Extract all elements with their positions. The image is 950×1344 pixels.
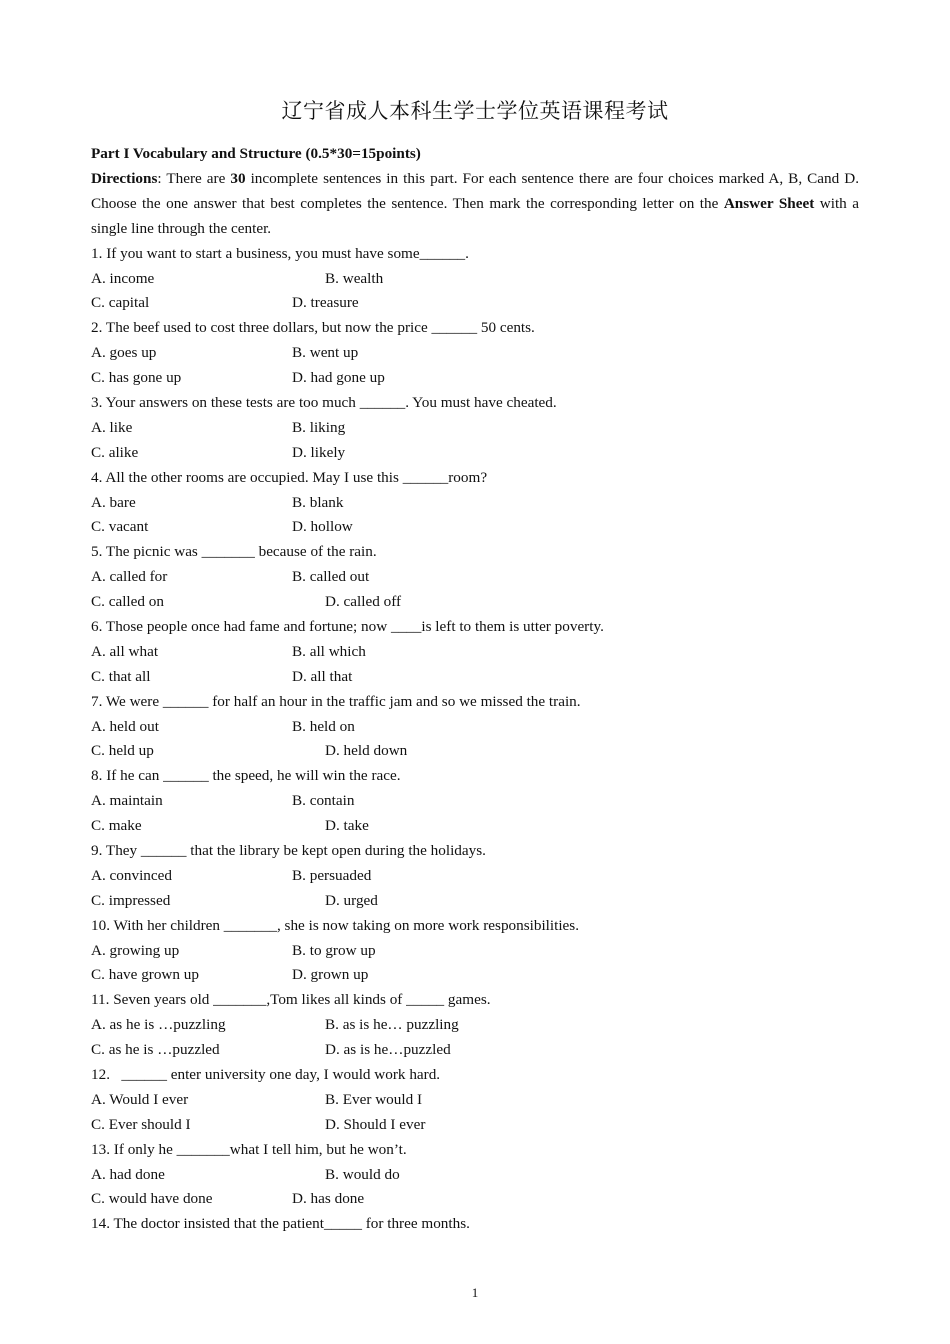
option-d: D. grown up [292,966,369,984]
question-stem: 2. The beef used to cost three dollars, but now the price ______ 50 cents. [91,319,535,337]
option-d: D. hollow [292,518,353,536]
options-row [91,416,859,441]
options-row [91,291,859,316]
question-stem: 12. ______ enter university one day, I would work hard. [91,1066,441,1083]
option-d: D. had gone up [292,369,385,387]
options-row [91,1187,859,1212]
option-c: C. Ever should I [91,1115,191,1133]
option-c: C. alike [91,443,139,461]
options-row [91,267,859,292]
option-a: A. maintain [91,792,163,810]
options-row [91,565,859,590]
question-stem: 5. The picnic was _______ because of the rain. [91,543,377,561]
option-d: D. has done [292,1190,365,1208]
option-b: B. wealth [325,269,384,287]
options-row [91,789,859,814]
directions-label: Directions [91,169,158,187]
question-stem: 4. All the other rooms are occupied. May I use this ______room? [91,468,488,486]
option-c: C. that all [91,667,151,685]
option-a: A. all what [91,642,159,660]
option-a: A. like [91,418,133,436]
option-b: B. liking [292,418,346,436]
options-row [91,366,859,391]
option-d: D. as is he…puzzled [325,1041,451,1059]
options-row [91,739,859,764]
option-c: C. held up [91,742,154,760]
option-d: D. held down [325,742,408,760]
options-row [91,665,859,690]
options-row [91,1163,859,1188]
option-a: A. growing up [91,941,180,959]
option-d: D. Should I ever [325,1115,426,1133]
options-row [91,715,859,740]
question-stem: 1. If you want to start a business, you must have some______. [91,244,469,262]
options-row [91,640,859,665]
option-d: D. all that [292,667,353,685]
question-stem: 9. They ______ that the library be kept open during the holidays. [91,841,486,859]
directions-paragraph [91,167,859,242]
question-stem: 8. If he can ______ the speed, he will win the race. [91,767,401,785]
option-b: B. as is he… puzzling [325,1016,459,1034]
directions-text-2: incomplete sentences in this part. For each sentence there are four choices marked A, B, Cand D. Choose the one answer that best completes the sentence. Then mark the corresponding letter on the [91,169,859,212]
option-c: C. would have done [91,1190,213,1208]
option-b: B. Ever would I [325,1090,423,1108]
option-b: B. all which [292,642,366,660]
option-b: B. contain [292,792,355,810]
option-c: C. called on [91,593,164,611]
option-a: A. Would I ever [91,1090,189,1108]
options-row [91,939,859,964]
option-b: B. to grow up [292,941,376,959]
option-a: A. as he is …puzzling [91,1016,226,1034]
option-a: A. called for [91,568,168,586]
option-a: A. goes up [91,344,157,362]
option-d: D. treasure [292,294,359,312]
question-stem: 13. If only he _______what I tell him, but he won’t. [91,1140,407,1158]
page-title: 辽宁省成人本科生学士学位英语课程考试 [281,99,669,123]
options-row [91,590,859,615]
document-body [91,142,859,1237]
option-c: C. as he is …puzzled [91,1041,220,1059]
options-row [91,1088,859,1113]
question-stem: 7. We were ______ for half an hour in the traffic jam and so we missed the train. [91,692,581,710]
option-b: B. held on [292,717,355,735]
options-row [91,1113,859,1138]
option-c: C. vacant [91,518,149,536]
options-row [91,441,859,466]
options-row [91,864,859,889]
option-a: A. bare [91,493,136,511]
page-number: 1 [471,1285,479,1300]
option-c: C. make [91,817,142,835]
option-b: B. went up [292,344,359,362]
option-d: D. called off [325,593,402,611]
option-c: C. capital [91,294,150,312]
option-a: A. had done [91,1165,165,1183]
option-a: A. income [91,269,155,287]
question-stem: 10. With her children _______, she is now taking on more work responsibilities. [91,916,579,934]
option-c: C. impressed [91,891,171,909]
option-a: A. held out [91,717,159,735]
options-row [91,515,859,540]
options-row [91,341,859,366]
options-row [91,1013,859,1038]
option-a: A. convinced [91,866,172,884]
question-stem: 14. The doctor insisted that the patient_____ for three months. [91,1215,470,1233]
option-b: B. would do [325,1165,400,1183]
directions-text-1: : There are [157,169,231,187]
option-b: B. blank [292,493,344,511]
question-stem: 6. Those people once had fame and fortune; now ____is left to them is utter poverty. [91,617,604,635]
option-d: D. urged [325,891,378,909]
option-c: C. have grown up [91,966,199,984]
options-row [91,814,859,839]
question-stem: 11. Seven years old _______,Tom likes all kinds of _____ games. [91,991,491,1009]
options-row [91,491,859,516]
option-b: B. called out [292,568,370,586]
options-row [91,1038,859,1063]
answer-sheet-label: Answer Sheet [723,194,815,212]
option-d: D. take [325,817,369,835]
part-heading: Part I Vocabulary and Structure (0.5*30=15points) [91,145,421,162]
options-row [91,963,859,988]
option-b: B. persuaded [292,866,372,884]
directions-text-3: with a single line through the center. [91,194,860,237]
question-stem: 3. Your answers on these tests are too much ______. You must have cheated. [91,393,557,411]
option-c: C. has gone up [91,369,182,387]
question-count: 30 [230,169,246,187]
options-row [91,889,859,914]
option-d: D. likely [292,443,346,461]
